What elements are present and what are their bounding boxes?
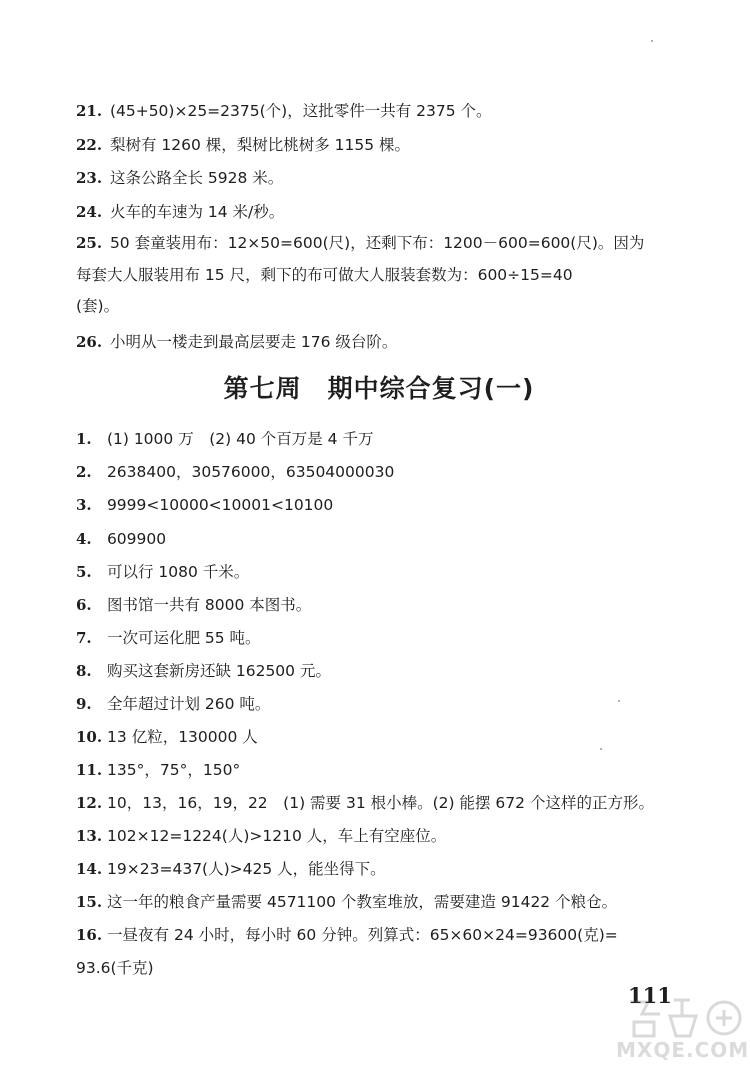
answer-12	[76, 793, 676, 813]
answer-7	[76, 628, 676, 648]
answer-number: 25.	[76, 234, 103, 252]
answer-26	[76, 332, 676, 352]
answer-text: 火车的车速为 14 米/秒。	[109, 203, 285, 221]
section-title: 第七周 期中综合复习(一)	[223, 374, 535, 403]
answer-text: 9999<10000<10001<10100	[106, 496, 334, 514]
answer-number: 23.	[76, 169, 103, 187]
answer-text: 一次可运化肥 55 吨。	[106, 629, 261, 647]
answer-text: 50 套童装用布：12×50=600(尺)，还剩下布：1200－600=600(尺)。因为	[109, 234, 645, 252]
answer-text: 609900	[106, 530, 167, 548]
answer-number: 1.	[76, 430, 92, 448]
answer-11	[76, 760, 676, 780]
scan-speck	[651, 40, 653, 42]
answer-text: 10，13，16，19，22 (1) 需要 31 根小棒。(2) 能摆 672 个这样的正方形。	[107, 794, 654, 812]
answer-number: 11.	[76, 761, 103, 779]
answer-3	[76, 495, 676, 515]
answer-14	[76, 859, 676, 879]
answer-number: 8.	[76, 662, 92, 680]
answer-15	[76, 892, 676, 912]
answer-text: (45+50)×25=2375(个)，这批零件一共有 2375 个。	[109, 102, 492, 120]
answer-text: 图书馆一共有 8000 本图书。	[106, 596, 312, 614]
answer-text: 购买这套新房还缺 162500 元。	[106, 662, 331, 680]
answer-number: 3.	[76, 496, 92, 514]
answer-text: 一昼夜有 24 小时，每小时 60 分钟。列算式：65×60×24=93600(克)=	[107, 926, 618, 944]
answer-8	[76, 661, 676, 681]
watermark	[590, 992, 750, 1070]
answer-number: 5.	[76, 563, 92, 581]
answer-text: 这一年的粮食产量需要 4571100 个教室堆放，需要建造 91422 个粮仓。	[107, 893, 618, 911]
answer-text: 这条公路全长 5928 米。	[109, 169, 284, 187]
answer-16-continuation: 93.6(千克)	[76, 959, 154, 977]
scan-speck	[618, 700, 620, 702]
answer-text: 13 亿粒，130000 人	[107, 728, 258, 746]
answer-watermark-logo-icon	[590, 992, 750, 1042]
answer-1	[76, 429, 676, 449]
answer-25-continuation-2: (套)。	[76, 297, 120, 315]
answer-number: 26.	[76, 333, 103, 351]
answer-number: 6.	[76, 596, 92, 614]
answer-9	[76, 694, 676, 714]
answer-number: 14.	[76, 860, 103, 878]
answer-24	[76, 202, 676, 222]
answer-number: 16.	[76, 926, 103, 944]
answer-25-continuation-1: 每套大人服装用布 15 尺，剩下的布可做大人服装套数为：600÷15=40	[76, 266, 573, 284]
answer-number: 22.	[76, 136, 103, 154]
answer-number: 24.	[76, 203, 103, 221]
answer-number: 15.	[76, 893, 103, 911]
answer-number: 10.	[76, 728, 103, 746]
answer-text: 梨树有 1260 棵，梨树比桃树多 1155 棵。	[109, 136, 411, 154]
answer-number: 9.	[76, 695, 92, 713]
answer-text: 102×12=1224(人)>1210 人，车上有空座位。	[107, 827, 447, 845]
answer-10	[76, 727, 676, 747]
answer-21	[76, 101, 676, 121]
answer-number: 13.	[76, 827, 103, 845]
answer-number: 2.	[76, 463, 92, 481]
answer-13	[76, 826, 676, 846]
answer-text: 19×23=437(人)>425 人，能坐得下。	[107, 860, 386, 878]
answer-number: 12.	[76, 794, 103, 812]
watermark-text: MXQE.COM	[616, 1038, 750, 1062]
answer-text: 小明从一楼走到最高层要走 176 级台阶。	[109, 333, 398, 351]
answer-number: 4.	[76, 530, 92, 548]
answer-text: 2638400，30576000，63504000030	[106, 463, 395, 481]
answer-4	[76, 529, 676, 549]
answer-number: 7.	[76, 629, 92, 647]
answer-text: 全年超过计划 260 吨。	[106, 695, 271, 713]
scan-speck	[600, 748, 602, 750]
answer-2	[76, 462, 676, 482]
answer-25	[76, 233, 676, 253]
answer-22	[76, 135, 676, 155]
answer-16	[76, 925, 676, 945]
page-number: 111	[628, 983, 672, 1008]
answer-text: 可以行 1080 千米。	[106, 563, 250, 581]
answer-number: 21.	[76, 102, 103, 120]
answer-6	[76, 595, 676, 615]
answer-5	[76, 562, 676, 582]
answer-text: (1) 1000 万 (2) 40 个百万是 4 千万	[106, 430, 374, 448]
answer-23	[76, 168, 676, 188]
answer-text: 135°，75°，150°	[107, 761, 241, 779]
